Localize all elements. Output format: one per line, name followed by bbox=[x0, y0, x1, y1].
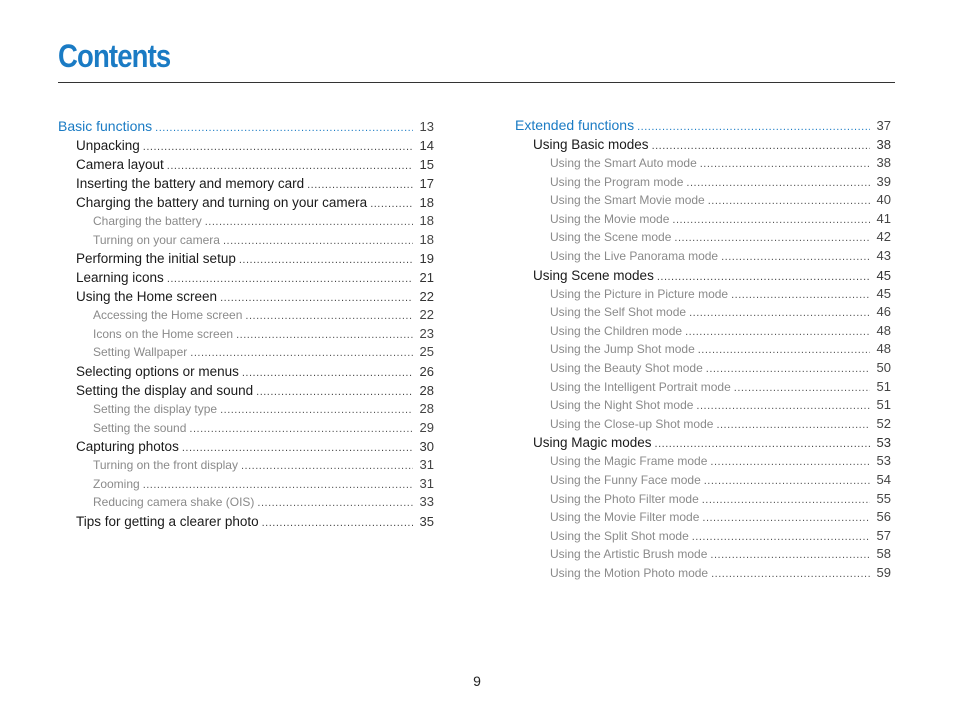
toc-entry-page: 56 bbox=[876, 509, 891, 525]
toc-entry-subsection[interactable] bbox=[58, 231, 434, 250]
page-title: Contents bbox=[58, 38, 171, 74]
toc-entry-subsection[interactable] bbox=[515, 322, 891, 341]
toc-leader-dots bbox=[711, 565, 870, 583]
toc-leader-dots bbox=[236, 326, 413, 344]
toc-entry-label: Using the Live Panorama mode bbox=[550, 248, 719, 263]
toc-entry-page: 41 bbox=[876, 210, 891, 226]
toc-leader-dots bbox=[257, 494, 413, 512]
toc-entry-label: Using Magic modes bbox=[533, 435, 652, 451]
toc-entry-page: 52 bbox=[876, 415, 891, 431]
toc-entry-label: Charging the battery and turning on your camera bbox=[76, 195, 368, 210]
toc-entry-label: Using the Home screen bbox=[76, 289, 218, 305]
toc-entry-chapter[interactable] bbox=[515, 433, 891, 452]
toc-leader-dots bbox=[657, 268, 870, 285]
toc-entry-label: Using the Split Shot mode bbox=[550, 528, 689, 543]
toc-entry-page: 43 bbox=[876, 247, 891, 263]
toc-leader-dots bbox=[256, 383, 413, 400]
toc-leader-dots bbox=[702, 509, 870, 527]
toc-entry-label: Using the Movie Filter mode bbox=[550, 510, 700, 525]
toc-entry-page: 38 bbox=[876, 137, 891, 152]
toc-leader-dots bbox=[655, 435, 870, 452]
toc-entry-section[interactable] bbox=[58, 116, 434, 136]
toc-entry-page: 31 bbox=[419, 475, 434, 491]
toc-entry-page: 53 bbox=[876, 435, 891, 451]
toc-entry-label: Setting Wallpaper bbox=[93, 345, 188, 360]
toc-entry-page: 18 bbox=[419, 195, 434, 210]
toc-entry-subsection[interactable] bbox=[58, 325, 434, 344]
toc-entry-label: Using the Smart Movie mode bbox=[550, 193, 705, 208]
toc-entry-page: 46 bbox=[876, 304, 891, 320]
toc-leader-dots bbox=[189, 420, 413, 438]
toc-entry-label: Using the Intelligent Portrait mode bbox=[550, 379, 731, 394]
toc-entry-page: 13 bbox=[419, 119, 434, 134]
toc-leader-dots bbox=[710, 546, 870, 564]
toc-entry-chapter[interactable] bbox=[58, 136, 434, 155]
toc-entry-subsection[interactable] bbox=[515, 359, 891, 378]
toc-entry-label: Using the Jump Shot mode bbox=[550, 342, 695, 357]
toc-entry-page: 57 bbox=[876, 527, 891, 543]
toc-entry-page: 25 bbox=[419, 344, 434, 360]
toc-entry-chapter[interactable] bbox=[58, 268, 434, 287]
toc-leader-dots bbox=[721, 248, 870, 266]
toc-entry-label: Using the Night Shot mode bbox=[550, 398, 694, 413]
toc-column-right bbox=[515, 115, 891, 582]
toc-entry-label: Using the Scene mode bbox=[550, 230, 672, 245]
toc-entry-page: 55 bbox=[876, 490, 891, 506]
toc-entry-subsection[interactable] bbox=[515, 228, 891, 247]
toc-entry-page: 18 bbox=[419, 213, 434, 228]
toc-entry-chapter[interactable] bbox=[58, 381, 434, 400]
toc-entry-label: Capturing photos bbox=[76, 439, 179, 455]
toc-entry-page: 23 bbox=[419, 325, 434, 341]
toc-entry-page: 19 bbox=[419, 251, 434, 267]
toc-entry-label: Using the Children mode bbox=[550, 323, 683, 338]
toc-entry-page: 14 bbox=[419, 138, 434, 153]
toc-entry-page: 21 bbox=[419, 270, 434, 286]
toc-leader-dots bbox=[167, 270, 413, 287]
toc-leader-dots bbox=[731, 286, 870, 304]
toc-entry-subsection[interactable] bbox=[515, 508, 891, 527]
toc-entry-subsection[interactable] bbox=[515, 378, 891, 397]
toc-entry-label: Learning icons bbox=[76, 270, 164, 286]
toc-leader-dots bbox=[710, 453, 870, 471]
toc-entry-page: 17 bbox=[419, 176, 434, 191]
toc-entry-label: Extended functions bbox=[515, 117, 635, 133]
toc-entry-page: 38 bbox=[876, 155, 891, 170]
toc-entry-page: 31 bbox=[419, 457, 434, 473]
toc-entry-page: 22 bbox=[419, 289, 434, 305]
toc-entry-subsection[interactable] bbox=[58, 493, 434, 512]
toc-entry-chapter[interactable] bbox=[515, 135, 891, 154]
toc-entry-label: Setting the display and sound bbox=[76, 382, 254, 398]
toc-entry-label: Using the Funny Face mode bbox=[550, 472, 701, 487]
toc-entry-subsection[interactable] bbox=[515, 340, 891, 359]
toc-leader-dots bbox=[689, 304, 870, 322]
toc-leader-dots bbox=[708, 192, 870, 210]
toc-entry-page: 48 bbox=[876, 341, 891, 357]
toc-entry-label: Using the Motion Photo mode bbox=[550, 565, 709, 580]
toc-entry-subsection[interactable] bbox=[515, 191, 891, 210]
toc-entry-chapter[interactable] bbox=[58, 155, 434, 174]
toc-leader-dots bbox=[734, 379, 870, 397]
toc-entry-page: 30 bbox=[419, 439, 434, 455]
toc-leader-dots bbox=[652, 137, 870, 154]
toc-column-left bbox=[58, 116, 434, 531]
toc-entry-label: Basic functions bbox=[58, 118, 153, 134]
toc-entry-label: Turning on the front display bbox=[93, 458, 238, 473]
toc-entry-page: 59 bbox=[876, 564, 891, 580]
toc-entry-subsection[interactable] bbox=[515, 285, 891, 304]
toc-entry-subsection[interactable] bbox=[515, 490, 891, 509]
toc-entry-label: Using the Beauty Shot mode bbox=[550, 360, 703, 375]
toc-entry-chapter[interactable] bbox=[58, 512, 434, 531]
toc-entry-page: 37 bbox=[876, 118, 891, 133]
toc-entry-page: 15 bbox=[419, 157, 434, 172]
toc-leader-dots bbox=[674, 229, 870, 247]
toc-entry-page: 58 bbox=[876, 546, 891, 562]
toc-entry-label: Using the Artistic Brush mode bbox=[550, 547, 708, 562]
toc-entry-page: 18 bbox=[419, 231, 434, 247]
toc-entry-label: Performing the initial setup bbox=[76, 251, 236, 267]
title-divider bbox=[58, 82, 895, 83]
toc-entry-page: 53 bbox=[876, 453, 891, 469]
toc-entry-subsection[interactable] bbox=[515, 173, 891, 192]
toc-leader-dots bbox=[182, 439, 413, 456]
toc-entry-subsection[interactable] bbox=[58, 306, 434, 325]
toc-leader-dots bbox=[370, 195, 413, 212]
toc-leader-dots bbox=[241, 457, 413, 475]
toc-entry-label: Using the Picture in Picture mode bbox=[550, 286, 729, 301]
toc-leader-dots bbox=[700, 155, 870, 173]
toc-entry-subsection[interactable] bbox=[515, 564, 891, 583]
toc-leader-dots bbox=[716, 416, 870, 434]
toc-leader-dots bbox=[696, 397, 870, 415]
toc-entry-page: 51 bbox=[876, 397, 891, 413]
toc-leader-dots bbox=[702, 491, 870, 509]
toc-entry-subsection[interactable] bbox=[58, 212, 434, 231]
toc-entry-label: Turning on your camera bbox=[93, 232, 220, 247]
toc-entry-subsection[interactable] bbox=[515, 527, 891, 546]
toc-leader-dots bbox=[307, 176, 413, 193]
toc-entry-subsection[interactable] bbox=[515, 210, 891, 229]
toc-leader-dots bbox=[190, 344, 413, 362]
toc-entry-label: Using the Smart Auto mode bbox=[550, 156, 697, 170]
toc-entry-label: Zooming bbox=[93, 476, 140, 491]
toc-entry-chapter[interactable] bbox=[58, 437, 434, 456]
toc-leader-dots bbox=[143, 138, 413, 155]
toc-leader-dots bbox=[239, 251, 413, 268]
toc-entry-label: Reducing camera shake (OIS) bbox=[93, 495, 255, 510]
toc-entry-page: 28 bbox=[419, 382, 434, 398]
toc-entry-subsection[interactable] bbox=[515, 154, 891, 173]
toc-entry-chapter[interactable] bbox=[58, 249, 434, 268]
toc-entry-subsection[interactable] bbox=[515, 545, 891, 564]
toc-entry-subsection[interactable] bbox=[515, 415, 891, 434]
toc-leader-dots bbox=[220, 289, 413, 306]
toc-entry-chapter[interactable] bbox=[58, 362, 434, 381]
toc-entry-label: Inserting the battery and memory card bbox=[76, 176, 305, 191]
toc-entry-subsection[interactable] bbox=[58, 456, 434, 475]
toc-entry-subsection[interactable] bbox=[58, 343, 434, 362]
toc-entry-label: Charging the battery bbox=[93, 214, 202, 228]
toc-entry-subsection[interactable] bbox=[515, 452, 891, 471]
toc-entry-page: 40 bbox=[876, 192, 891, 208]
toc-leader-dots bbox=[706, 360, 870, 378]
toc-leader-dots bbox=[685, 323, 870, 341]
toc-entry-section[interactable] bbox=[515, 115, 891, 135]
toc-entry-chapter[interactable] bbox=[515, 266, 891, 285]
toc-entry-label: Using the Movie mode bbox=[550, 211, 670, 226]
toc-entry-page: 33 bbox=[419, 494, 434, 510]
toc-entry-label: Accessing the Home screen bbox=[93, 308, 243, 323]
toc-entry-label: Icons on the Home screen bbox=[93, 326, 234, 341]
toc-leader-dots bbox=[242, 364, 413, 381]
toc-entry-subsection[interactable] bbox=[515, 396, 891, 415]
toc-entry-label: Unpacking bbox=[76, 138, 140, 153]
toc-entry-label: Using Scene modes bbox=[533, 267, 654, 283]
toc-entry-chapter[interactable] bbox=[58, 174, 434, 193]
toc-entry-subsection[interactable] bbox=[515, 303, 891, 322]
toc-entry-label: Setting the sound bbox=[93, 420, 187, 435]
toc-entry-label: Selecting options or menus bbox=[76, 363, 239, 379]
toc-leader-dots bbox=[672, 211, 870, 229]
toc-entry-page: 35 bbox=[419, 513, 434, 529]
toc-entry-label: Camera layout bbox=[76, 157, 164, 172]
toc-entry-label: Using the Close-up Shot mode bbox=[550, 416, 714, 431]
toc-leader-dots bbox=[698, 341, 870, 359]
toc-leader-dots bbox=[245, 307, 413, 325]
toc-entry-page: 50 bbox=[876, 359, 891, 375]
toc-entry-page: 54 bbox=[876, 471, 891, 487]
toc-entry-label: Using the Magic Frame mode bbox=[550, 454, 708, 469]
toc-entry-page: 48 bbox=[876, 322, 891, 338]
toc-entry-page: 45 bbox=[876, 267, 891, 283]
toc-entry-chapter[interactable] bbox=[58, 193, 434, 212]
toc-leader-dots bbox=[637, 117, 870, 135]
toc-entry-subsection[interactable] bbox=[515, 247, 891, 266]
toc-entry-subsection[interactable] bbox=[58, 419, 434, 438]
toc-leader-dots bbox=[155, 118, 413, 136]
toc-leader-dots bbox=[223, 232, 413, 250]
page-number: 9 bbox=[473, 673, 481, 689]
toc-leader-dots bbox=[692, 528, 870, 546]
toc-entry-page: 42 bbox=[876, 229, 891, 245]
toc-entry-label: Using the Program mode bbox=[550, 174, 684, 189]
toc-entry-subsection[interactable] bbox=[58, 400, 434, 419]
toc-leader-dots bbox=[167, 157, 413, 174]
toc-leader-dots bbox=[704, 472, 870, 490]
toc-entry-label: Using the Self Shot mode bbox=[550, 305, 687, 320]
toc-entry-page: 51 bbox=[876, 378, 891, 394]
toc-entry-page: 26 bbox=[419, 363, 434, 379]
toc-leader-dots bbox=[205, 213, 413, 231]
toc-leader-dots bbox=[686, 174, 870, 192]
toc-entry-chapter[interactable] bbox=[58, 287, 434, 306]
toc-entry-page: 22 bbox=[419, 307, 434, 323]
toc-entry-label: Using the Photo Filter mode bbox=[550, 491, 699, 506]
toc-leader-dots bbox=[220, 401, 413, 419]
toc-entry-page: 45 bbox=[876, 285, 891, 301]
toc-entry-page: 28 bbox=[419, 400, 434, 416]
toc-entry-subsection[interactable] bbox=[58, 475, 434, 494]
toc-entry-label: Tips for getting a clearer photo bbox=[76, 513, 259, 529]
toc-entry-subsection[interactable] bbox=[515, 471, 891, 490]
toc-leader-dots bbox=[262, 514, 413, 531]
toc-entry-page: 29 bbox=[419, 419, 434, 435]
toc-leader-dots bbox=[143, 476, 413, 494]
toc-entry-label: Setting the display type bbox=[93, 401, 218, 416]
toc-entry-label: Using Basic modes bbox=[533, 137, 649, 152]
toc-entry-page: 39 bbox=[876, 173, 891, 189]
